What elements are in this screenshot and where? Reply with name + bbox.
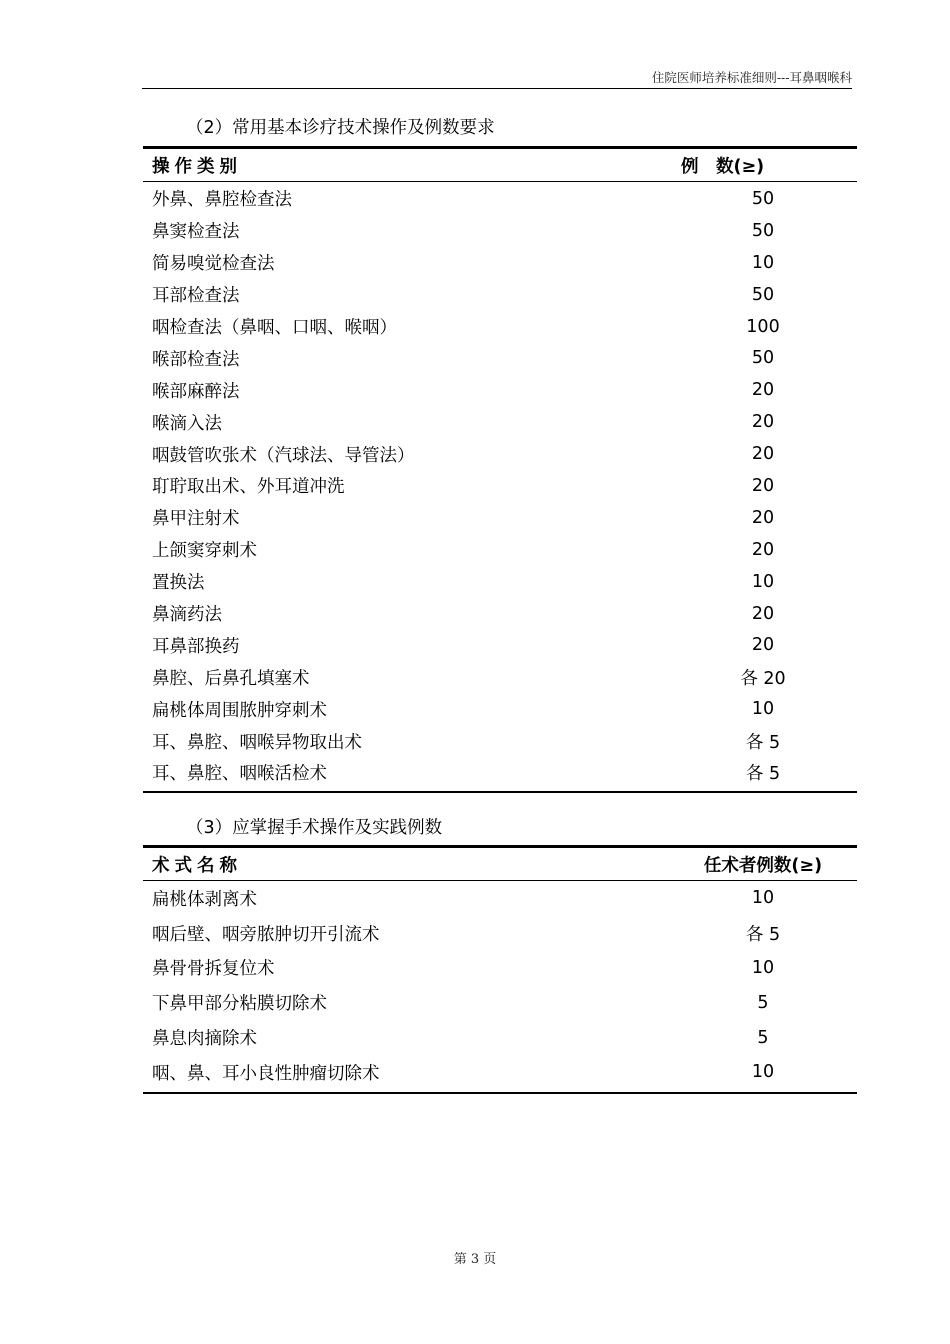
row-name-cell: 耳鼻部换药 [152, 636, 240, 657]
row-count-cell: 20 [751, 380, 775, 401]
row-name-cell: 喉滴入法 [152, 413, 222, 434]
row-count-cell: 10 [751, 699, 775, 720]
table-row [143, 438, 857, 470]
table-row [143, 1020, 857, 1055]
row-name-cell: 喉部检查法 [152, 349, 240, 370]
running-header-title: 住院医师培养标准细则---耳鼻咽喉科 [651, 70, 852, 85]
row-name-cell: 上颌窦穿刺术 [152, 541, 257, 562]
table-row [143, 916, 857, 951]
table-row [143, 247, 857, 279]
table-row [143, 725, 857, 757]
row-name-cell: 耵聍取出术、外耳道冲洗 [152, 477, 345, 498]
row-count-cell: 各 5 [745, 924, 781, 945]
row-count-cell: 50 [751, 188, 775, 209]
row-count-cell: 20 [751, 475, 775, 496]
row-count-cell: 20 [751, 507, 775, 528]
row-count-cell: 5 [757, 1027, 769, 1048]
row-name-cell: 鼻滴药法 [152, 605, 222, 626]
row-name-cell: 鼻息肉摘除术 [152, 1029, 257, 1050]
row-count-cell: 10 [751, 957, 775, 978]
column-header-surgeon-count: 任术者例数(≥) [703, 855, 823, 876]
row-name-cell: 扁桃体周围脓肿穿刺术 [152, 700, 327, 721]
row-name-cell: 耳、鼻腔、咽喉活检术 [152, 764, 327, 785]
row-name-cell: 外鼻、鼻腔检查法 [152, 190, 292, 211]
row-count-cell: 20 [751, 635, 775, 656]
row-name-cell: 鼻甲注射术 [152, 509, 240, 530]
table-row [143, 757, 857, 789]
row-name-cell: 置换法 [152, 573, 205, 594]
row-name-cell: 简易嗅觉检查法 [152, 254, 275, 275]
page-number: 第 3 页 [453, 1252, 497, 1267]
column-header-count: 例 数(≥) [681, 156, 765, 177]
surgeries-table [143, 845, 857, 1094]
row-count-cell: 各 5 [745, 764, 781, 785]
table-row [143, 985, 857, 1020]
column-header-surgery-name: 术式名称 [152, 855, 242, 876]
table-row [143, 951, 857, 986]
row-count-cell: 10 [751, 888, 775, 909]
row-name-cell: 咽后壁、咽旁脓肿切开引流术 [152, 924, 380, 945]
row-count-cell: 10 [751, 252, 775, 273]
table-row [143, 598, 857, 630]
procedures-table-header [143, 149, 857, 182]
row-count-cell: 50 [751, 284, 775, 305]
table-row [143, 881, 857, 916]
row-count-cell: 20 [751, 444, 775, 465]
row-name-cell: 咽检查法（鼻咽、口咽、喉咽） [152, 318, 397, 338]
row-name-cell: 鼻骨骨拆复位术 [152, 959, 275, 980]
surgeries-table-body [143, 881, 857, 1092]
row-count-cell: 50 [751, 348, 775, 369]
surgeries-table-header [143, 848, 857, 881]
table-row [143, 1055, 857, 1090]
table-row [143, 470, 857, 502]
procedures-table [143, 146, 857, 793]
table-row [143, 311, 857, 343]
row-name-cell: 咽鼓管吹张术（汽球法、导管法） [152, 445, 415, 466]
table-row [143, 342, 857, 374]
table-row [143, 566, 857, 598]
row-name-cell: 鼻腔、后鼻孔填塞术 [152, 668, 310, 689]
row-name-cell: 耳部检查法 [152, 286, 240, 307]
table-row [143, 406, 857, 438]
column-header-operation-type: 操作类别 [152, 156, 242, 177]
row-name-cell: 咽、鼻、耳小良性肿瘤切除术 [152, 1063, 380, 1084]
row-name-cell: 耳、鼻腔、咽喉异物取出术 [152, 732, 362, 753]
section-3-title: （3）应掌握手术操作及实践例数 [186, 818, 443, 838]
row-count-cell: 100 [746, 316, 780, 337]
table-row [143, 502, 857, 534]
table-row [143, 279, 857, 311]
table-row [143, 693, 857, 725]
row-count-cell: 20 [751, 412, 775, 433]
table-row [143, 374, 857, 406]
table-row [143, 183, 857, 215]
row-count-cell: 各 20 [740, 668, 786, 689]
running-header [142, 70, 852, 89]
row-name-cell: 下鼻甲部分粘膜切除术 [152, 994, 327, 1015]
row-count-cell: 5 [757, 992, 769, 1013]
table-row [143, 661, 857, 693]
row-name-cell: 扁桃体剥离术 [152, 889, 257, 910]
table-row [143, 534, 857, 566]
row-count-cell: 50 [751, 220, 775, 241]
table-row [143, 629, 857, 661]
row-count-cell: 10 [751, 571, 775, 592]
table-row [143, 215, 857, 247]
row-count-cell: 各 5 [745, 732, 781, 753]
section-2-title: （2）常用基本诊疗技术操作及例数要求 [186, 118, 495, 138]
row-name-cell: 鼻窦检查法 [152, 222, 240, 243]
row-count-cell: 20 [751, 603, 775, 624]
row-name-cell: 喉部麻醉法 [152, 381, 240, 402]
row-count-cell: 10 [751, 1062, 775, 1083]
row-count-cell: 20 [751, 539, 775, 560]
procedures-table-body [143, 182, 857, 791]
